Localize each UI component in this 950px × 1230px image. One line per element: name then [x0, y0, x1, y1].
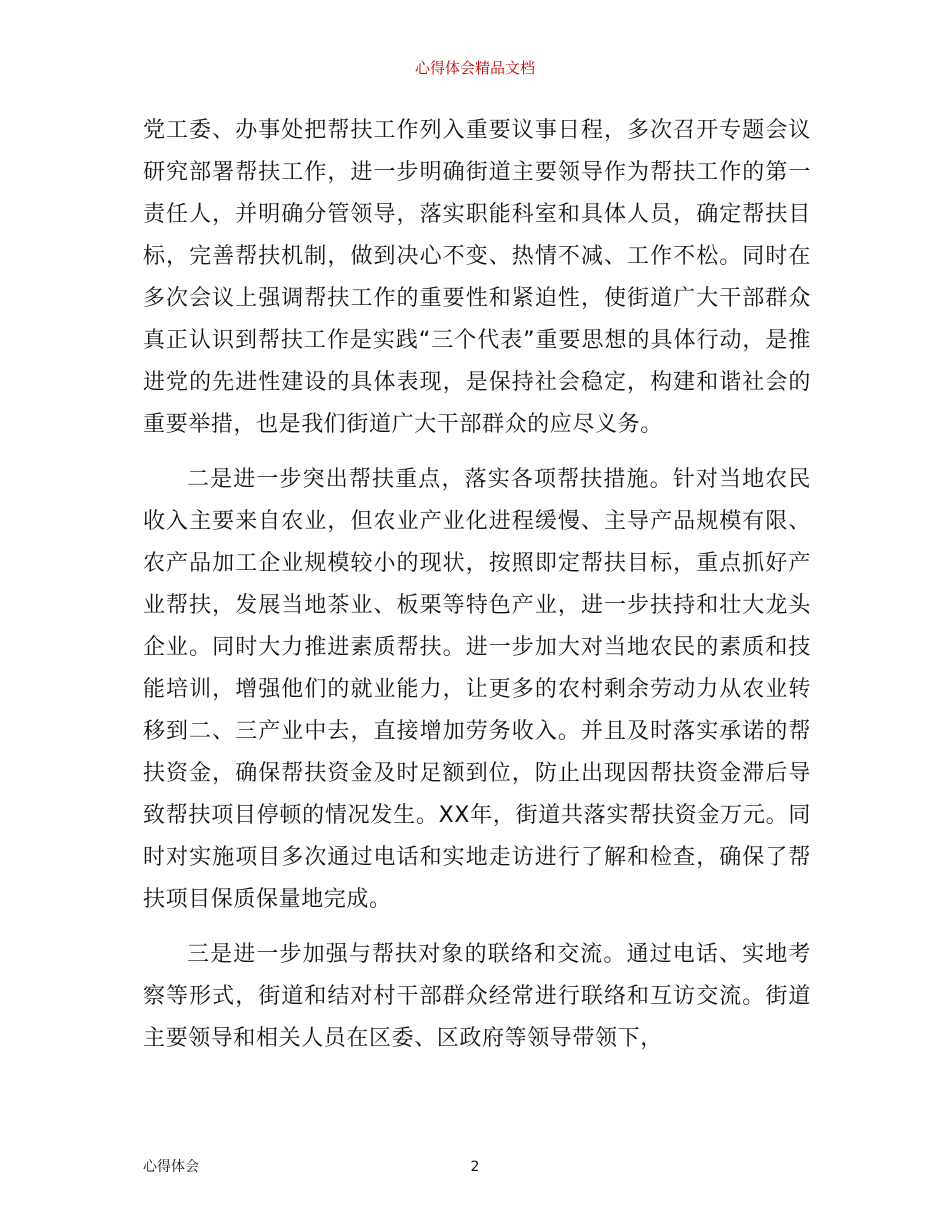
page-footer-label: 心得体会 — [143, 1159, 199, 1175]
paragraph-3: 三是进一步加强与帮扶对象的联络和交流。通过电话、实地考察等形式，街道和结对村干部群众经常进行联络和互访交流。街道主要领导和相关人员在区委、区政府等领导带领下， — [143, 942, 811, 1051]
document-body — [143, 110, 811, 1073]
paragraph-2: 二是进一步突出帮扶重点，落实各项帮扶措施。针对当地农民收入主要来自农业，但农业产业化进程缓慢、主导产品规模有限、农产品加工企业规模较小的现状，按照即定帮扶目标，重点抓好产业帮扶，发展当地茶业、板栗等特色产业，进一步扶持和壮大龙头企业。同时大力推进素质帮扶。进一步加大对当地农民的素质和技能培训，增强他们的就业能力，让更多的农村剩余劳动力从农业转移到二、三产业中去，直接增加劳务收入。并且及时落实承诺的帮扶资金，确保帮扶资金及时足额到位，防止出现因帮扶资金滞后导致帮扶项目停顿的情况发生。XX年，街道共落实帮扶资金万元。同时对实施项目多次通过电话和实地走访进行了解和检查，确保了帮扶项目保质保量地完成。 — [143, 467, 811, 912]
paragraph-1: 党工委、办事处把帮扶工作列入重要议事日程，多次召开专题会议研究部署帮扶工作，进一步明确街道主要领导作为帮扶工作的第一责任人，并明确分管领导，落实职能科室和具体人员，确定帮扶目标，完善帮扶机制，做到决心不变、热情不减、工作不松。同时在多次会议上强调帮扶工作的重要性和紧迫性，使街道广大干部群众真正认识到帮扶工作是实践“三个代表”重要思想的具体行动，是推进党的先进性建设的具体表现，是保持社会稳定，构建和谐社会的重要举措，也是我们街道广大干部群众的应尽义务。 — [143, 118, 811, 437]
page-header-title: 心得体会精品文档 — [414, 59, 535, 77]
page-number: 2 — [470, 1159, 480, 1175]
